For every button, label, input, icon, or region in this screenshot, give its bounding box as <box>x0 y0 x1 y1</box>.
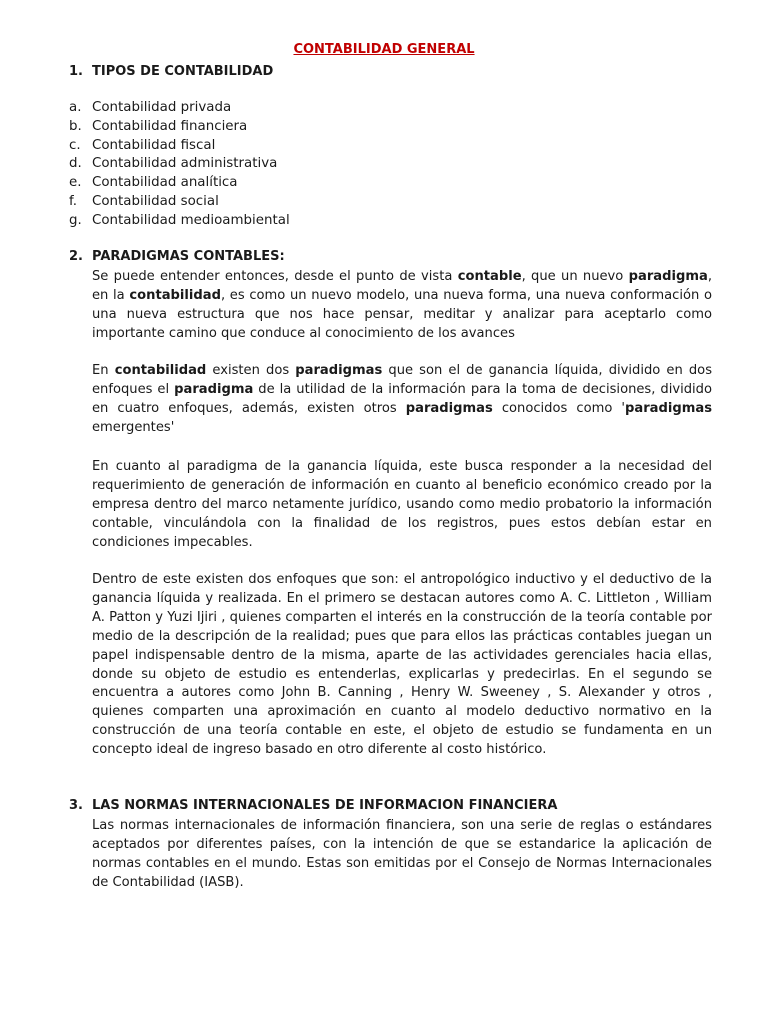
text-run: , es como un nuevo modelo, una nueva forma, una nueva conformación o una nueva estructura que nos hace pensar, meditar y analizar para aceptarlo como importante camino que conduce al conocimiento de los avances <box>92 287 712 341</box>
section-number: 3. <box>69 798 83 813</box>
paragraph-niif: Las normas internacionales de información financiera, son una serie de reglas o estándares aceptados por diferentes países, con la intención de que se estandarice la aplicación de normas contables en el mundo. Estas son emitidas por el Consejo de Normas Internacionales de Contabilidad (IASB). <box>92 818 712 890</box>
bold-term: paradigmas <box>625 400 713 416</box>
text-run: emergentes' <box>92 419 175 435</box>
list-letter: a. <box>69 100 82 115</box>
list-text: Contabilidad privada <box>92 100 232 115</box>
bold-term: paradigma <box>628 269 708 284</box>
bold-term: paradigmas <box>405 400 493 416</box>
list-letter: g. <box>69 212 82 228</box>
paragraph-paradigmas-existentes <box>92 362 712 438</box>
list-item <box>69 193 290 212</box>
text-run: existen dos <box>206 363 296 378</box>
text-run: , en la <box>92 269 712 303</box>
section-3-heading <box>69 798 557 813</box>
list-letter: b. <box>69 118 82 134</box>
list-text: Contabilidad financiera <box>92 118 248 134</box>
bold-term: paradigma <box>174 381 254 397</box>
document-title: CONTABILIDAD GENERAL <box>293 42 475 57</box>
list-item <box>69 174 290 193</box>
bold-term: contabilidad <box>114 363 207 378</box>
list-letter: c. <box>69 137 81 153</box>
bold-term: contable <box>457 269 522 284</box>
list-letter: d. <box>69 156 82 172</box>
list-letter: e. <box>69 175 82 191</box>
list-text: Contabilidad medioambiental <box>92 212 290 228</box>
list-item <box>69 155 290 174</box>
list-item <box>69 118 290 137</box>
text-run: En <box>92 363 115 378</box>
list-item <box>69 212 290 231</box>
section-number: 2. <box>69 249 83 264</box>
section-number: 1. <box>69 64 83 79</box>
text-run: que son el de ganancia líquida, dividido en dos enfoques el <box>92 363 713 397</box>
list-text: Contabilidad fiscal <box>92 137 216 153</box>
paragraph-enfoques: Dentro de este existen dos enfoques que son: el antropológico inductivo y el deductivo de la ganancia líquida y realizada. En el primero se destacan autores como A. C. Littleton , William A. Patton y Yuzi Ijiri , quienes comparten el interés en la construcción de la teoría contable por medio de la descripción de la realidad; pues que para ellos las prácticas contables juegan un papel indispensable dentro de la misma, aparte de las actividades gerenciales hacia ellas, donde su objeto de estudio es entenderlas, explicarlas y predecirlas. En el segundo se encuentra a autores como John B. Canning , Henry W. Sweeney , S. Alexander y otros , quienes comparten una aproximación en cuanto al modelo deductivo normativo en la construcción de una teoría contable en este, el objeto de estudio se fundamenta en un concepto ideal de ingreso basado en otro diferente al costo histórico. <box>92 572 712 758</box>
paragraph-paradigma-definition <box>92 268 712 344</box>
text-run: , que un nuevo <box>521 269 629 284</box>
list-letter: f. <box>69 193 77 209</box>
list-item <box>69 99 290 118</box>
list-item <box>69 137 290 156</box>
bold-term: contabilidad <box>129 287 221 303</box>
list-text: Contabilidad administrativa <box>92 156 278 172</box>
section-heading-text: PARADIGMAS CONTABLES: <box>92 249 285 264</box>
section-heading-text: LAS NORMAS INTERNACIONALES DE INFORMACION FINANCIERA <box>92 798 558 813</box>
paragraph-ganancia-liquida: En cuanto al paradigma de la ganancia líquida, este busca responder a la necesidad del requerimiento de generación de información en cuanto al beneficio económico creado por la empresa dentro del marco netamente jurídico, usando como medio probatorio la información contable, vinculándola con la finalidad de los registros, pues estos debían estar en condiciones impecables. <box>92 459 712 550</box>
section-heading-text: TIPOS DE CONTABILIDAD <box>92 64 274 79</box>
list-text: Contabilidad social <box>92 193 219 209</box>
bold-term: paradigmas <box>295 363 383 378</box>
section-2-heading <box>69 249 285 264</box>
text-run: conocidos como ' <box>492 400 625 416</box>
section-1-heading <box>69 64 273 79</box>
list-text: Contabilidad analítica <box>92 175 238 191</box>
text-run: Se puede entender entonces, desde el punto de vista <box>92 269 458 284</box>
text-run: de la utilidad de la información para la toma de decisiones, dividido en cuatro enfoques, además, existen otros <box>92 381 712 416</box>
tipos-list <box>69 99 290 231</box>
